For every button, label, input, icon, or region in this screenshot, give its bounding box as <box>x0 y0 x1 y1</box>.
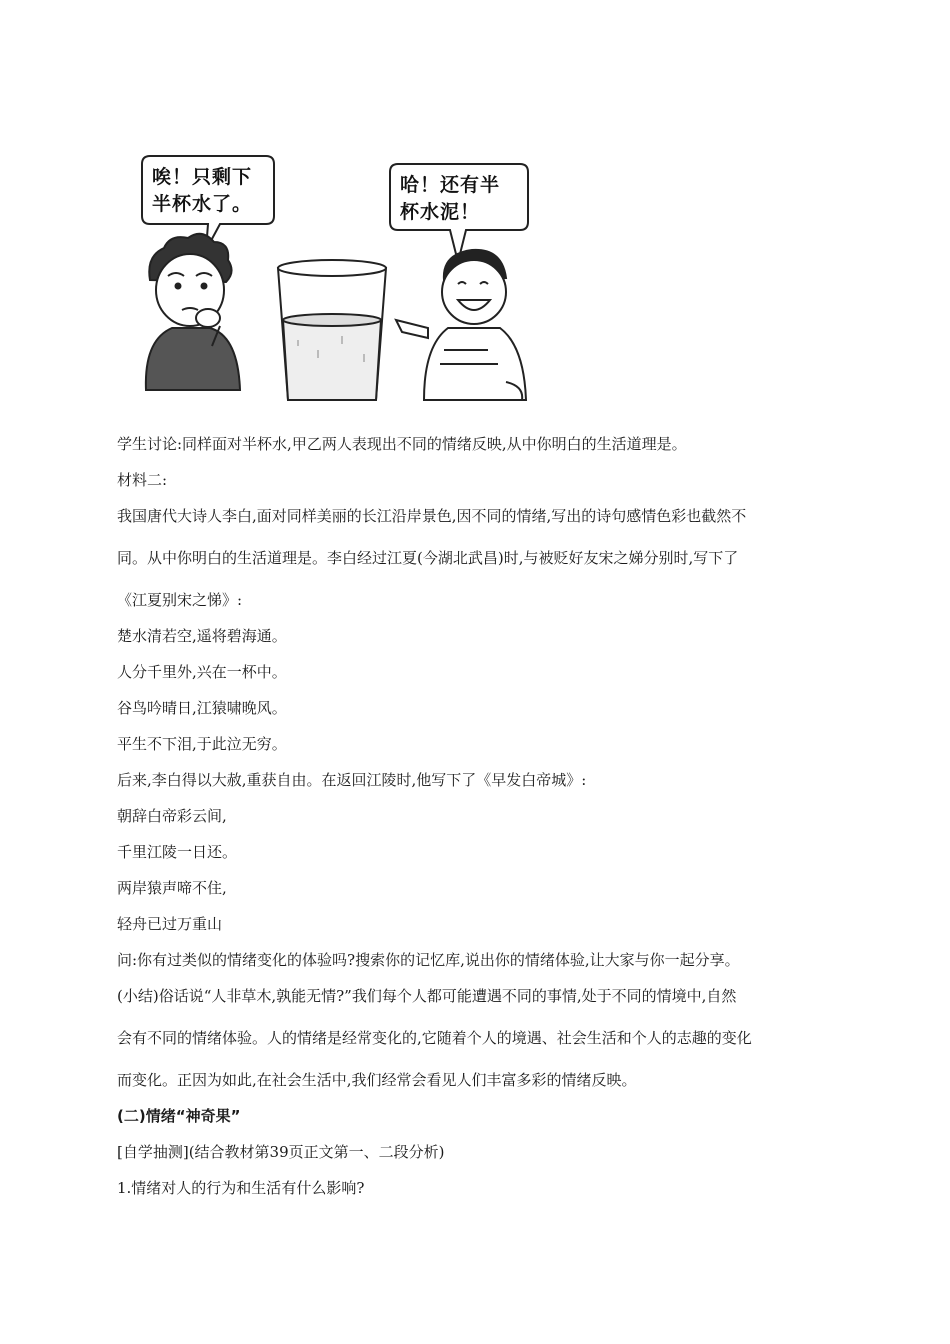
right-bubble-line-2: 杯水泥！ <box>400 201 481 223</box>
worried-boy <box>146 234 240 390</box>
left-bubble-text <box>152 164 252 218</box>
summary-line-2: 会有不同的情绪体验。人的情绪是经常变化的,它随着个人的境遇、社会生活和个人的志趣的变化 <box>117 1029 752 1047</box>
poem-two-line-3: 两岸猿声啼不住, <box>117 879 227 897</box>
question-paragraph: 问:你有过类似的情绪变化的体验吗?搜索你的记忆库,说出你的情绪体验,让大家与你一起分享。 <box>117 951 740 969</box>
poem-one-line-2: 人分千里外,兴在一杯中。 <box>117 663 287 681</box>
poem-one-line-1: 楚水清若空,遥将碧海通。 <box>117 627 287 645</box>
material-two-heading: 材料二: <box>117 471 168 489</box>
poem-one-line-4: 平生不下泪,于此泣无穷。 <box>117 735 287 753</box>
left-bubble-line-2: 半杯水了。 <box>152 193 253 215</box>
half-glass-illustration <box>128 150 548 412</box>
section-heading: (二)情绪“神奇果” <box>117 1107 241 1125</box>
li-bai-paragraph-line-1: 我国唐代大诗人李白,面对同样美丽的长江沿岸景色,因不同的情绪,写出的诗句感情色彩也截然不 <box>117 507 747 525</box>
discussion-prompt: 学生讨论:同样面对半杯水,甲乙两人表现出不同的情绪反映,从中你明白的生活道理是。 <box>117 435 687 453</box>
question-one: 1.情绪对人的行为和生活有什么影响? <box>117 1179 365 1197</box>
glass-of-water <box>278 260 386 400</box>
amnesty-paragraph: 后来,李白得以大赦,重获自由。在返回江陵时,他写下了《早发白帝城》: <box>117 771 587 789</box>
right-bubble-text <box>400 172 500 226</box>
left-bubble-line-1: 唉！只剩下 <box>152 166 253 188</box>
poem-two-line-2: 千里江陵一日还。 <box>117 843 238 861</box>
poem-two-line-4: 轻舟已过万重山 <box>117 915 223 933</box>
poem-two-line-1: 朝辞白帝彩云间, <box>117 807 227 825</box>
li-bai-paragraph-line-2: 同。从中你明白的生活道理是。李白经过江夏(今湖北武昌)时,与被贬好友宋之娣分别时,写下了 <box>117 549 739 567</box>
summary-line-3: 而变化。正因为如此,在社会生活中,我们经常会看见人们丰富多彩的情绪反映。 <box>117 1071 637 1089</box>
happy-boy <box>396 250 526 400</box>
summary-line-1: (小结)俗话说“人非草木,孰能无情?”我们每个人都可能遭遇不同的事情,处于不同的情境中,自然 <box>117 987 737 1005</box>
self-study-instruction: [自学抽测](结合教材第39页正文第一、二段分析) <box>117 1143 445 1161</box>
right-bubble-line-1: 哈！还有半 <box>400 174 501 196</box>
poem-one-title: 《江夏别宋之悌》: <box>117 591 243 609</box>
poem-one-line-3: 谷鸟吟晴日,江猿啸晚风。 <box>117 699 287 717</box>
